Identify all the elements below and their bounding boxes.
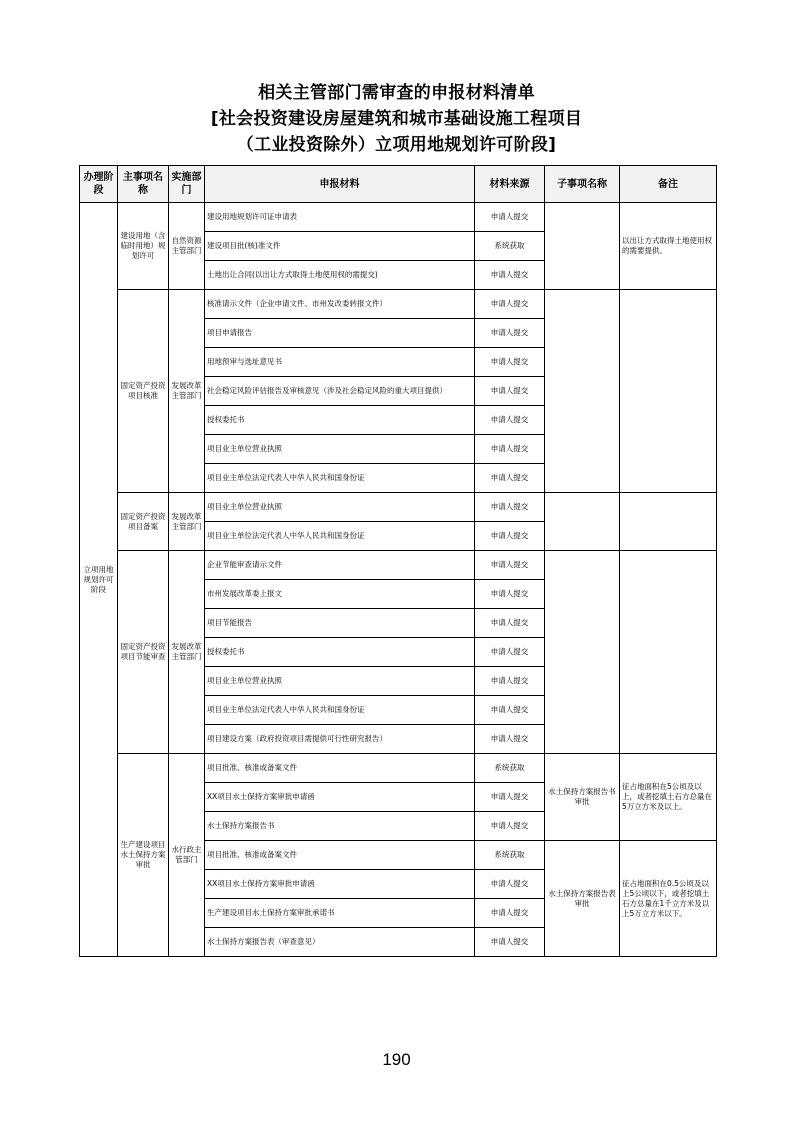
table-row xyxy=(80,551,717,580)
page-number: 190 xyxy=(382,1050,411,1069)
table-body xyxy=(80,203,717,957)
material-cell: 项目批准、核准或备案文件 xyxy=(205,754,475,783)
source-cell: 申请人提交 xyxy=(475,377,545,406)
remark-cell: 征占地面积在5公顷及以上，或者挖填土石方总量在5万立方米及以上。 xyxy=(620,754,717,841)
material-cell: 水土保持方案报告表（审查意见） xyxy=(205,928,475,957)
material-cell: 社会稳定风险评估报告及审核意见（涉及社会稳定风险的重大项目提供） xyxy=(205,377,475,406)
material-cell: 项目业主单位法定代表人中华人民共和国身份证 xyxy=(205,696,475,725)
source-cell: 申请人提交 xyxy=(475,580,545,609)
source-cell: 系统获取 xyxy=(475,754,545,783)
material-cell: 水土保持方案报告书 xyxy=(205,812,475,841)
material-cell: 项目申请报告 xyxy=(205,319,475,348)
header-sub-item: 子事项名称 xyxy=(545,166,620,203)
header-remark: 备注 xyxy=(620,166,717,203)
title-line-2: [社会投资建设房屋建筑和城市基础设施工程项目 xyxy=(210,109,583,129)
source-cell: 申请人提交 xyxy=(475,696,545,725)
material-cell: 核准请示文件（企业申请文件、市州发改委转报文件） xyxy=(205,290,475,319)
material-cell: 用地预审与选址意见书 xyxy=(205,348,475,377)
material-cell: 市州发展改革委上报文 xyxy=(205,580,475,609)
source-cell: 申请人提交 xyxy=(475,435,545,464)
remark-cell: 征占地面积在0.5公顷及以上5公顷以下，或者挖填土石方总量在1千立方米及以上5万立方米以下。 xyxy=(620,841,717,957)
remark-cell xyxy=(620,493,717,551)
dept-cell: 自然资源主管部门 xyxy=(169,203,205,290)
material-cell: XX项目水土保持方案审批申请函 xyxy=(205,870,475,899)
header-stage: 办理阶段 xyxy=(80,166,118,203)
source-cell: 申请人提交 xyxy=(475,928,545,957)
source-cell: 申请人提交 xyxy=(475,522,545,551)
sub-item-cell xyxy=(545,203,620,290)
dept-cell: 水行政主管部门 xyxy=(169,754,205,957)
source-cell: 申请人提交 xyxy=(475,870,545,899)
material-cell: XX项目水土保持方案审批申请函 xyxy=(205,783,475,812)
table-row xyxy=(80,203,717,232)
remark-cell: 以出让方式取得土地使用权的需要提供。 xyxy=(620,203,717,290)
source-cell: 申请人提交 xyxy=(475,609,545,638)
header-source: 材料来源 xyxy=(475,166,545,203)
header-material: 申报材料 xyxy=(205,166,475,203)
dept-cell: 发展改革主管部门 xyxy=(169,551,205,754)
remark-cell xyxy=(620,290,717,493)
source-cell: 申请人提交 xyxy=(475,203,545,232)
page-title xyxy=(0,80,793,158)
sub-item-cell xyxy=(545,290,620,493)
material-cell: 项目业主单位营业执照 xyxy=(205,667,475,696)
materials-table xyxy=(79,165,717,957)
sub-item-cell xyxy=(545,493,620,551)
main-item-cell: 建设用地（含临时用地）规划许可 xyxy=(118,203,169,290)
sub-item-cell: 水土保持方案报告书审批 xyxy=(545,754,620,841)
source-cell: 申请人提交 xyxy=(475,290,545,319)
source-cell: 系统获取 xyxy=(475,232,545,261)
header-dept: 实施部门 xyxy=(169,166,205,203)
remark-cell xyxy=(620,551,717,754)
source-cell: 申请人提交 xyxy=(475,493,545,522)
material-cell: 土地出让合同(以出让方式取得土地使用权的需提交) xyxy=(205,261,475,290)
stage-cell: 立项用地规划许可阶段 xyxy=(80,203,118,957)
source-cell: 申请人提交 xyxy=(475,638,545,667)
material-cell: 项目节能报告 xyxy=(205,609,475,638)
material-cell: 项目业主单位法定代表人中华人民共和国身份证 xyxy=(205,522,475,551)
source-cell: 申请人提交 xyxy=(475,899,545,928)
sub-item-cell: 水土保持方案报告表审批 xyxy=(545,841,620,957)
header-main-item: 主事项名称 xyxy=(118,166,169,203)
main-item-cell: 固定资产投资项目核准 xyxy=(118,290,169,493)
material-cell: 授权委托书 xyxy=(205,638,475,667)
material-cell: 企业节能审查请示文件 xyxy=(205,551,475,580)
material-cell: 生产建设项目水土保持方案审批承诺书 xyxy=(205,899,475,928)
material-cell: 项目业主单位法定代表人中华人民共和国身份证 xyxy=(205,464,475,493)
table-header-row xyxy=(80,166,717,203)
table-row xyxy=(80,493,717,522)
dept-cell: 发展改革主管部门 xyxy=(169,290,205,493)
source-cell: 申请人提交 xyxy=(475,319,545,348)
source-cell: 系统获取 xyxy=(475,841,545,870)
source-cell: 申请人提交 xyxy=(475,261,545,290)
source-cell: 申请人提交 xyxy=(475,406,545,435)
source-cell: 申请人提交 xyxy=(475,348,545,377)
table-row xyxy=(80,290,717,319)
source-cell: 申请人提交 xyxy=(475,551,545,580)
dept-cell: 发展改革主管部门 xyxy=(169,493,205,551)
main-item-cell: 固定资产投资项目备案 xyxy=(118,493,169,551)
material-cell: 项目批准、核准或备案文件 xyxy=(205,841,475,870)
main-item-cell: 生产建设项目水土保持方案审批 xyxy=(118,754,169,957)
table-row xyxy=(80,754,717,783)
sub-item-cell xyxy=(545,551,620,754)
source-cell: 申请人提交 xyxy=(475,783,545,812)
material-cell: 项目建设方案（政府投资项目需提供可行性研究报告） xyxy=(205,725,475,754)
material-cell: 项目业主单位营业执照 xyxy=(205,435,475,464)
material-cell: 建设用地规划许可证申请表 xyxy=(205,203,475,232)
title-line-3: （工业投资除外）立项用地规划许可阶段] xyxy=(236,135,557,155)
source-cell: 申请人提交 xyxy=(475,464,545,493)
title-line-1: 相关主管部门需审查的申报材料清单 xyxy=(258,83,535,103)
material-cell: 项目业主单位营业执照 xyxy=(205,493,475,522)
material-cell: 授权委托书 xyxy=(205,406,475,435)
material-cell: 建设项目批(核)准文件 xyxy=(205,232,475,261)
source-cell: 申请人提交 xyxy=(475,667,545,696)
source-cell: 申请人提交 xyxy=(475,725,545,754)
source-cell: 申请人提交 xyxy=(475,812,545,841)
main-item-cell: 固定资产投资项目节能审查 xyxy=(118,551,169,754)
